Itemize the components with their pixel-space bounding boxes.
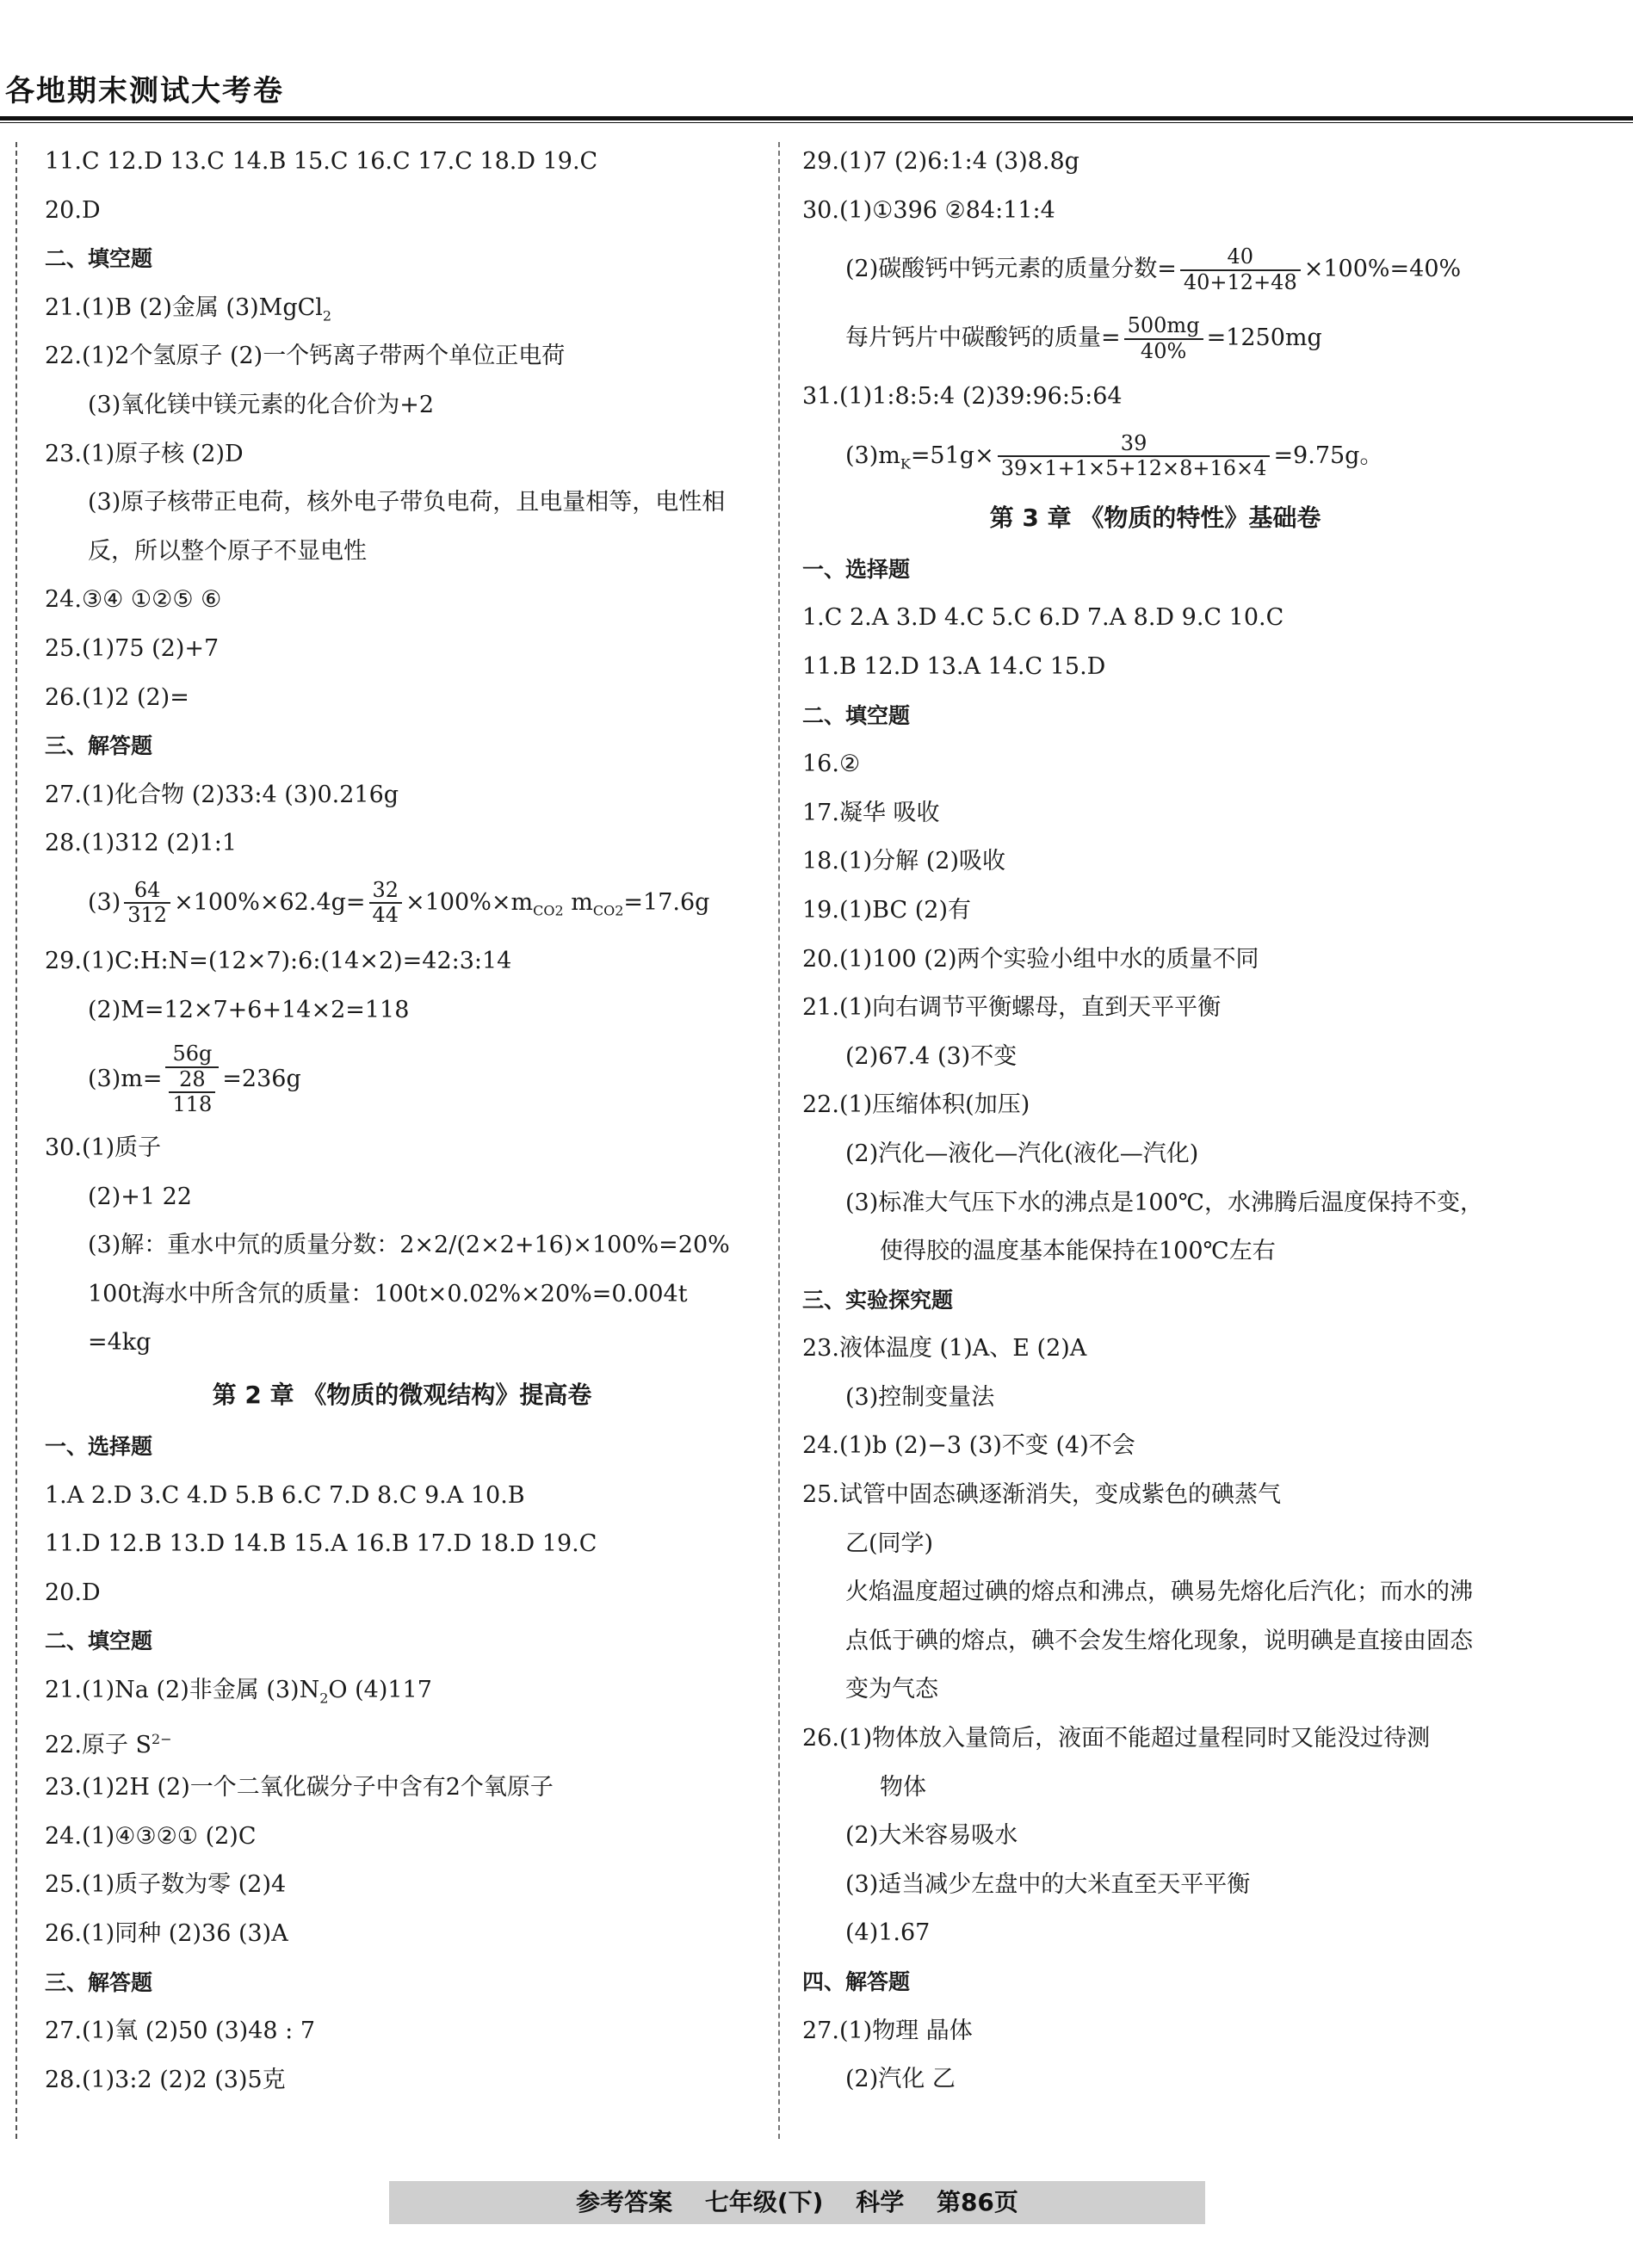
answer-line: 20.D [45, 196, 101, 224]
fraction: $\frac{56g}{\frac{28}{118}}$ [165, 1042, 219, 1117]
answer-line: 20.D [45, 1579, 101, 1606]
formula-line: (3) $\frac{64}{312}$ ×100%×62.4g= $\frac{32}{44}$ $\times 100\%\times m_{CO2}$ $m_{CO2}=17.6g$ [88, 877, 710, 928]
answer-line: (2)大米容易吸水 [845, 1822, 1018, 1850]
answer-line: 30.(1)①396 ②84:11:4 [802, 196, 1055, 224]
section-heading: 一、选择题 [45, 1434, 153, 1460]
answer-line: (2)+1 22 [88, 1183, 192, 1210]
answer-line: 30.(1)质子 [45, 1134, 162, 1162]
answer-line: (2)汽化 乙 [845, 2066, 956, 2093]
answer-line: 22.(1)压缩体积(加压) [802, 1091, 1030, 1119]
answer-line: (3)解：重水中氘的质量分数：2×2/(2×2+16)×100%=20% [88, 1232, 730, 1259]
footer-grade: 七年级(下) [704, 2188, 824, 2216]
answer-line: 点低于碘的熔点，碘不会发生熔化现象，说明碘是直接由固态 [845, 1627, 1473, 1654]
answer-line: (3)氧化镁中镁元素的化合价为+2 [88, 391, 435, 418]
answer-line: (3)原子核带正电荷，核外电子带负电荷，且电量相等，电性相 [88, 489, 726, 516]
answer-line: 使得胶的温度基本能保持在100℃左右 [880, 1238, 1276, 1265]
fraction: $\frac{32}{44}$ [369, 879, 403, 928]
section-heading: 三、解答题 [45, 1969, 153, 1995]
answer-line: 11.D 12.B 13.D 14.B 15.A 16.B 17.D 18.D 19.C [45, 1530, 597, 1558]
fraction: $\frac{500mg}{40\%}$ [1124, 314, 1203, 363]
formula-line: 每片钙片中碳酸钙的质量= $\frac{500mg}{40\%}$ =1250mg [845, 313, 1322, 363]
answer-line: 11.C 12.D 13.C 14.B 15.C 16.C 17.C 18.D 19.C [45, 148, 598, 175]
answer-line: 26.(1)物体放入量筒后，液面不能超过量程同时又能没过待测 [802, 1725, 1431, 1752]
answer-line: (2)67.4 (3)不变 [845, 1042, 1018, 1070]
answer-line: 23.液体温度 (1)A、E (2)A [802, 1335, 1087, 1363]
answer-line: 变为气态 [845, 1676, 938, 1703]
right-column [802, 138, 1508, 2104]
answer-line: 16.② [802, 751, 861, 778]
header-rule [0, 116, 1633, 121]
section-heading: 一、选择题 [802, 556, 911, 582]
answer-line: 11.B 12.D 13.A 14.C 15.D [802, 652, 1106, 680]
section-heading: 四、解答题 [802, 1969, 911, 1994]
left-column [45, 138, 759, 2104]
answer-line: (3)标准大气压下水的沸点是100℃，水沸腾后温度保持不变， [845, 1189, 1483, 1216]
answer-line: 25.试管中固态碘逐渐消失，变成紫色的碘蒸气 [802, 1481, 1281, 1509]
formula-line: (3)m= $\frac{56g}{\frac{28}{118}}$ =236g [88, 1041, 301, 1117]
section-heading: 二、填空题 [45, 1628, 153, 1654]
answer-line: 火焰温度超过碘的熔点和沸点，碘易先熔化后汽化；而水的沸 [845, 1579, 1473, 1606]
formula-line: $(3)m_K=51g\times$ $\frac{39}{39\times 1+1\times 5+12\times 8+16\times 4}$ =9.75g。 [845, 430, 1383, 481]
section-heading: 三、实验探究题 [802, 1287, 954, 1313]
section-heading: 二、填空题 [802, 702, 911, 728]
fraction: $\frac{39}{39\times 1+1\times 5+12\times 8+16\times 4}$ [998, 432, 1271, 481]
answer-line: 28.(1)3:2 (2)2 (3)5克 [45, 2066, 286, 2093]
answer-line: 28.(1)312 (2)1:1 [45, 830, 238, 857]
answer-line: 25.(1)75 (2)+7 [45, 634, 220, 662]
answer-line: 反，所以整个原子不显电性 [88, 537, 367, 565]
answer-line: 21.(1)Na (2)非金属 $(3)N_2O$ (4)117 [45, 1677, 432, 1707]
answer-line: 27.(1)物理 晶体 [802, 2017, 973, 2044]
answer-line: (3)控制变量法 [845, 1383, 995, 1411]
answer-line: 31.(1)1:8:5:4 (2)39:96:5:64 [802, 383, 1123, 411]
answer-line: 19.(1)BC (2)有 [802, 896, 972, 924]
header-rule-thin [0, 122, 1633, 123]
answer-line: (4)1.67 [845, 1919, 931, 1947]
answer-line: 乙(同学) [845, 1530, 934, 1557]
answer-line: 17.凝华 吸收 [802, 799, 940, 826]
answer-line: 100t海水中所含氘的质量：100t×0.02%×20%=0.004t [88, 1280, 688, 1307]
answer-line: (2)汽化—液化—汽化(液化—汽化) [845, 1140, 1199, 1167]
chapter-heading: 第 3 章 《物质的特性》基础卷 [989, 503, 1321, 532]
answer-line: 27.(1)氧 (2)50 (3)48 : 7 [45, 2018, 315, 2045]
answer-line: 23.(1)原子核 (2)D [45, 440, 244, 467]
answer-line: 20.(1)100 (2)两个实验小组中水的质量不同 [802, 945, 1259, 973]
formula-line: (2)碳酸钙中钙元素的质量分数= $\frac{40}{40+12+48}$ ×100%=40% [845, 244, 1462, 294]
footer-bar [389, 2181, 1205, 2224]
answer-line: 1.C 2.A 3.D 4.C 5.C 6.D 7.A 8.D 9.C 10.C [802, 604, 1284, 632]
answer-line: (2)M=12×7+6+14×2=118 [88, 996, 410, 1023]
answer-line: 25.(1)质子数为零 (2)4 [45, 1871, 287, 1899]
section-heading: 二、填空题 [45, 246, 153, 272]
answer-line: 29.(1)C:H:N=(12×7):6:(14×2)=42:3:14 [45, 947, 512, 974]
answer-line: 23.(1)2H (2)一个二氧化碳分子中含有2个氧原子 [45, 1774, 554, 1801]
answer-line: 29.(1)7 (2)6:1:4 (3)8.8g [802, 148, 1079, 175]
answer-line: 22.原子 $S^{2-}$ [45, 1730, 172, 1758]
chapter-heading: 第 2 章 《物质的微观结构》提高卷 [212, 1381, 592, 1410]
answer-line: 24.(1)b (2)−3 (3)不变 (4)不会 [802, 1432, 1135, 1460]
binding-margin-line [15, 142, 17, 2139]
answer-line: 物体 [880, 1773, 926, 1801]
fraction: $\frac{40}{40+12+48}$ [1180, 245, 1301, 294]
answer-line: 22.(1)2个氢原子 (2)一个钙离子带两个单位正电荷 [45, 343, 566, 370]
answer-line: (3)适当减少左盘中的大米直至天平平衡 [845, 1870, 1251, 1898]
answer-line: 1.A 2.D 3.C 4.D 5.B 6.C 7.D 8.C 9.A 10.B [45, 1481, 525, 1509]
answer-line: 26.(1)2 (2)= [45, 683, 189, 711]
answer-line: 27.(1)化合物 (2)33:4 (3)0.216g [45, 781, 399, 808]
answer-line: 24.③④ ①②⑤ ⑥ [45, 586, 222, 614]
answer-line: 18.(1)分解 (2)吸收 [802, 848, 1006, 875]
answer-line: 26.(1)同种 (2)36 (3)A [45, 1920, 288, 1947]
page-number: 第86页 [936, 2188, 1018, 2216]
answer-line: =4kg [88, 1329, 152, 1356]
section-heading: 三、解答题 [45, 733, 153, 759]
fraction: $\frac{64}{312}$ [124, 879, 170, 928]
header-title: 各地期末测试大考卷 [5, 74, 284, 108]
answer-line: 21.(1)B (2)金属 (3)MgCl$_2$ [45, 294, 332, 324]
answer-line: 24.(1)④③②① (2)C [45, 1822, 257, 1850]
footer-subject: 科学 [856, 2188, 905, 2216]
column-divider [778, 142, 780, 2139]
footer-label: 参考答案 [576, 2188, 673, 2216]
answer-line: 21.(1)向右调节平衡螺母，直到天平平衡 [802, 994, 1222, 1022]
